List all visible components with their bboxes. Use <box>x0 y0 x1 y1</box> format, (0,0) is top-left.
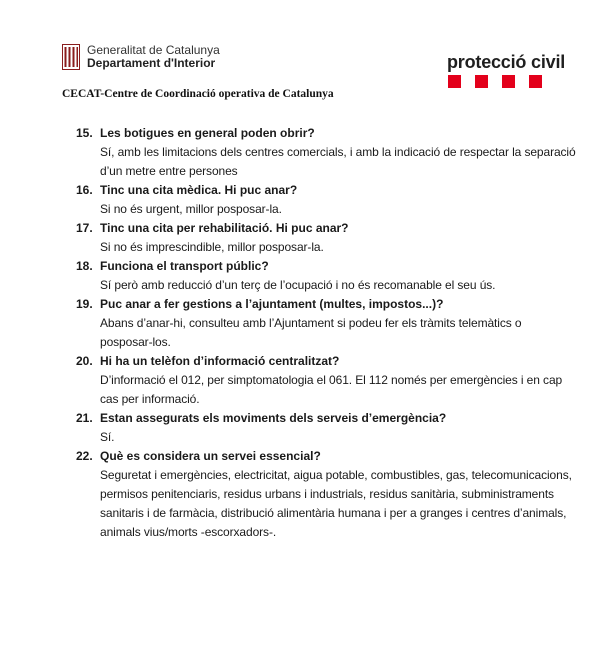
faq-answer: Si no és imprescindible, millor posposar-la. <box>100 240 324 254</box>
faq-answer: Abans d’anar-hi, consulteu amb l’Ajuntament si podeu fer els tràmits telemàtics o posposar-los. <box>100 316 522 349</box>
faq-number: 22. <box>76 449 93 463</box>
faq-item <box>76 124 576 181</box>
red-square-icon <box>502 75 515 88</box>
faq-number: 16. <box>76 183 93 197</box>
cecat-subheader: CECAT-Centre de Coordinació operativa de Catalunya <box>62 88 334 100</box>
faq-question: Puc anar a fer gestions a l’ajuntament (multes, impostos...)? <box>100 297 444 311</box>
faq-answer: Sí però amb reducció d’un terç de l’ocupació i no és recomanable el seu ús. <box>100 278 496 292</box>
faq-answer: Sí. <box>100 430 115 444</box>
red-square-icon <box>529 75 542 88</box>
faq-question: Hi ha un telèfon d’informació centralitzat? <box>100 354 340 368</box>
faq-answer: Seguretat i emergències, electricitat, aigua potable, combustibles, gas, telecomunicacions, permisos penitenciaris, residus urbans i industrials, residus sanitària, subministraments sanitaris i de farmàcia, distribució alimentària humana i per a granges i centres d’animals, animals vius/morts -escorxadors-. <box>100 468 572 539</box>
faq-list <box>76 124 576 542</box>
faq-number: 17. <box>76 221 93 235</box>
faq-number: 18. <box>76 259 93 273</box>
faq-question: Tinc una cita per rehabilitació. Hi puc anar? <box>100 221 349 235</box>
faq-item <box>76 219 576 257</box>
faq-item <box>76 352 576 409</box>
faq-answer: Sí, amb les limitacions dels centres comercials, i amb la indicació de respectar la separació d’un metre entre persones <box>100 145 576 178</box>
gencat-text <box>87 44 220 70</box>
faq-question: Tinc una cita mèdica. Hi puc anar? <box>100 183 298 197</box>
faq-question: Les botigues en general poden obrir? <box>100 126 315 140</box>
gencat-logo-icon <box>62 44 80 70</box>
faq-item <box>76 295 576 352</box>
department-name: Departament d'Interior <box>87 56 216 70</box>
gencat-header <box>62 44 220 70</box>
faq-item <box>76 409 576 447</box>
faq-question: Què es considera un servei essencial? <box>100 449 321 463</box>
faq-answer: D’informació el 012, per simptomatologia el 061. El 112 només per emergències i en cap cas per informació. <box>100 373 563 406</box>
faq-number: 20. <box>76 354 93 368</box>
proteccio-civil-title: protecció civil <box>447 52 566 72</box>
red-square-icon <box>448 75 461 88</box>
faq-number: 21. <box>76 411 93 425</box>
faq-number: 15. <box>76 126 93 140</box>
faq-question: Estan assegurats els moviments dels serveis d’emergència? <box>100 411 447 425</box>
faq-item <box>76 447 576 542</box>
faq-item <box>76 181 576 219</box>
red-square-icon <box>475 75 488 88</box>
faq-answer: Si no és urgent, millor posposar-la. <box>100 202 282 216</box>
faq-number: 19. <box>76 297 93 311</box>
proteccio-civil-logo <box>447 52 565 73</box>
faq-item <box>76 257 576 295</box>
gencat-name: Generalitat de Catalunya <box>87 43 220 57</box>
faq-question: Funciona el transport públic? <box>100 259 269 273</box>
